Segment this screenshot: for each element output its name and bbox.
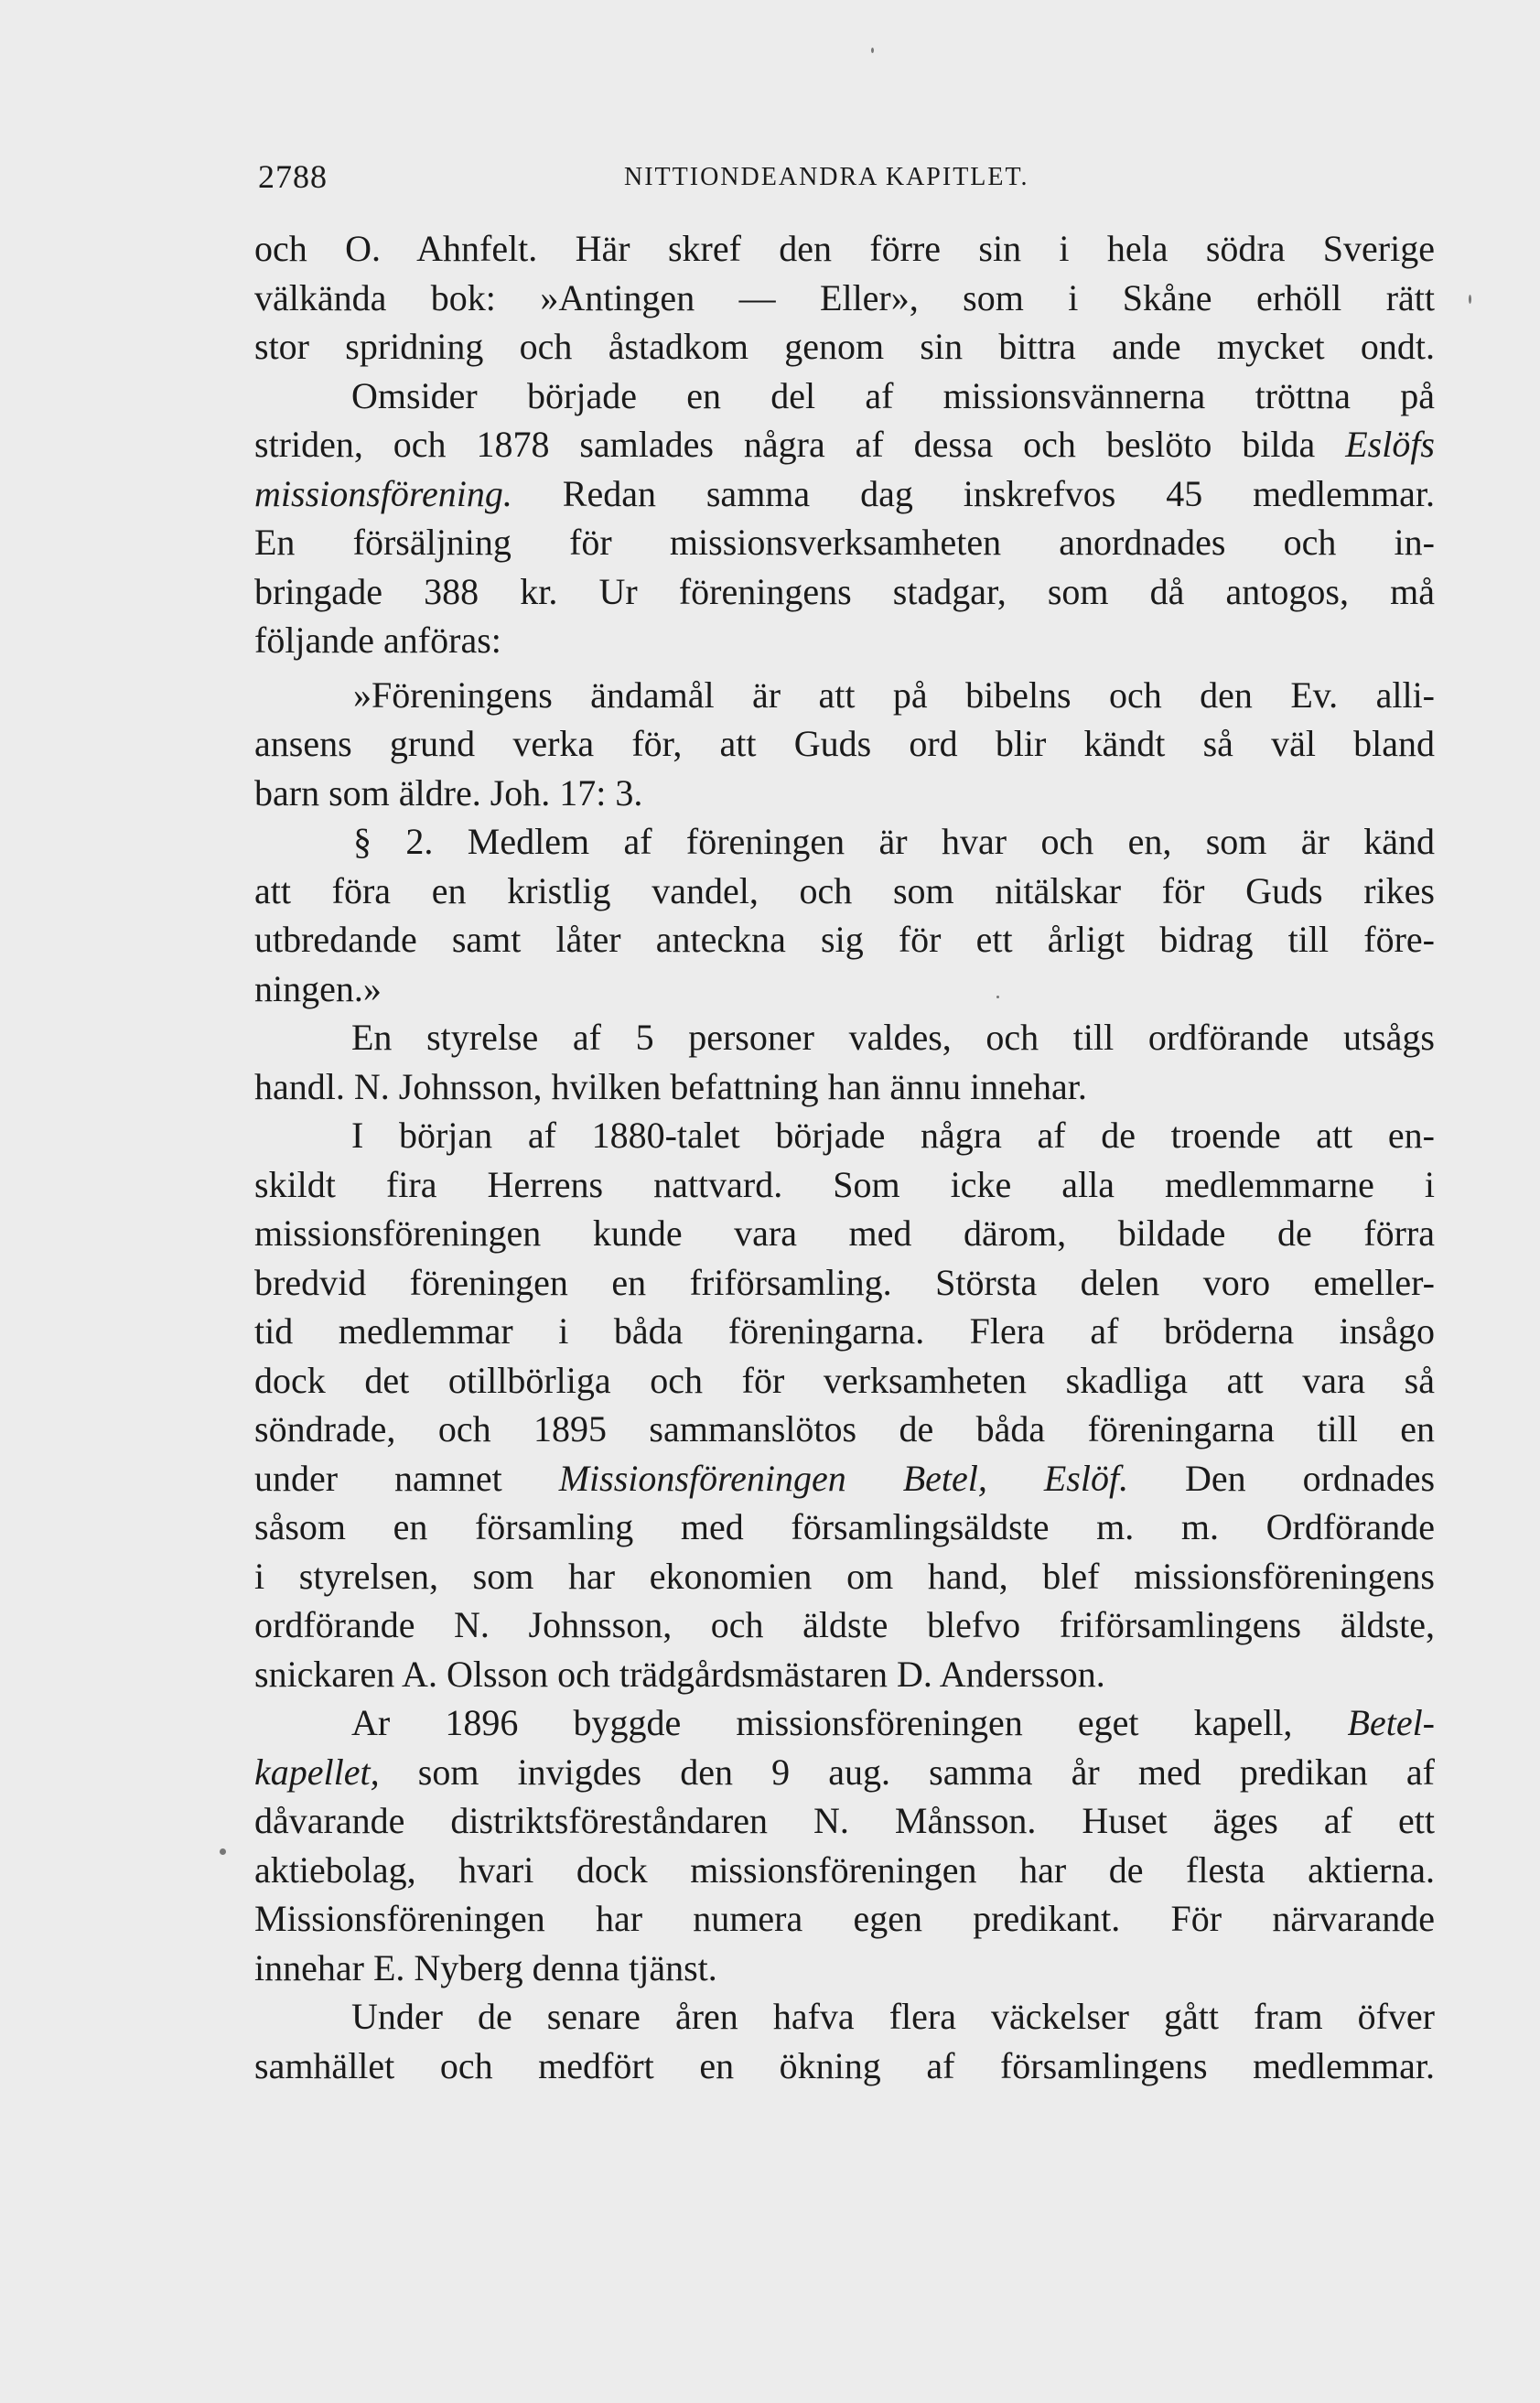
- italic-segment: kapellet,: [254, 1751, 380, 1793]
- quote-line: ansens grund verka för, att Guds ord blir kändt så väl bland: [254, 723, 1435, 764]
- text-line: skildt fira Herrens nattvard. Som icke alla medlemmarne i: [254, 1163, 1435, 1205]
- paper-speck: [220, 1848, 226, 1855]
- text-line: Omsider började en del af missionsvännerna tröttna på: [351, 374, 1435, 416]
- paper-speck: [871, 48, 874, 53]
- text-segment: Ar 1896 byggde missionsföreningen eget kapell,: [351, 1702, 1293, 1743]
- text-segment: som invigdes den 9 aug. samma år med predikan af: [417, 1751, 1435, 1793]
- text-line: bredvid föreningen en friförsamling. Största delen voro emeller-: [254, 1261, 1435, 1303]
- text-line: [254, 469, 1435, 519]
- text-segment: Den ordnades: [1185, 1457, 1436, 1499]
- quote-line: § 2. Medlem af föreningen är hvar och en, som är känd: [353, 821, 1435, 862]
- text-line: aktiebolag, hvari dock missionsföreningen har de flesta aktierna.: [254, 1848, 1435, 1891]
- italic-segment: missionsförening.: [254, 472, 512, 514]
- page-number: 2788: [258, 158, 328, 195]
- text-line: i styrelsen, som har ekonomien om hand, blef missionsföreningens: [254, 1555, 1435, 1597]
- text-line: missionsföreningen kunde vara med därom, bildade de förra: [254, 1212, 1435, 1254]
- text-line: Missionsföreningen har numera egen predikant. För närvarande: [254, 1898, 1435, 1939]
- paper-speck: [1469, 295, 1471, 304]
- text-segment: under namnet: [254, 1457, 502, 1499]
- text-line: såsom en församling med församlingsäldste m. m. Ordförande: [254, 1506, 1435, 1547]
- text-segment: Redan samma dag inskrefvos 45 medlemmar.: [562, 472, 1435, 514]
- italic-segment: Eslöfs: [1345, 424, 1435, 465]
- text-line: samhället och medfört en ökning af församlingens medlemmar.: [254, 2044, 1435, 2086]
- text-line: I början af 1880-talet började några af de troende att en-: [351, 1115, 1435, 1156]
- text-line: stor spridning och åstadkom genom sin bittra ande mycket ondt.: [254, 326, 1435, 367]
- running-head: NITTIONDEANDRA KAPITLET.: [624, 163, 1029, 191]
- quote-line: utbredande samt låter anteckna sig för ett årligt bidrag till före-: [254, 919, 1435, 960]
- text-line: dåvarande distriktsföreståndaren N. Månsson. Huset äges af ett: [254, 1800, 1435, 1841]
- text-line: snickaren A. Olsson och trädgårdsmästaren D. Andersson.: [254, 1653, 1105, 1695]
- text-line: söndrade, och 1895 sammanslötos de båda föreningarna till en: [254, 1408, 1435, 1449]
- text-line: [254, 1698, 1435, 1748]
- page-header: [258, 157, 1429, 203]
- italic-segment: Missionsföreningen Betel, Eslöf.: [558, 1457, 1129, 1499]
- quote-line: att föra en kristlig vandel, och som nitälskar för Guds rikes: [254, 869, 1435, 911]
- text-line: tid medlemmar i båda föreningarna. Flera af bröderna insågo: [254, 1310, 1435, 1352]
- text-line: och O. Ahnfelt. Här skref den förre sin i hela södra Sverige: [254, 228, 1435, 269]
- text-line: handl. N. Johnsson, hvilken befattning han ännu innehar.: [254, 1065, 1087, 1107]
- body-text: [254, 224, 1435, 2090]
- text-line: En försäljning för missionsverksamheten anordnades och in-: [254, 522, 1435, 563]
- quote-line: ningen.»: [254, 967, 382, 1009]
- text-line: Under de senare åren hafva flera väckelser gått fram öfver: [351, 1996, 1435, 2037]
- text-line: En styrelse af 5 personer valdes, och till ordförande utsågs: [351, 1017, 1435, 1058]
- text-line: bringade 388 kr. Ur föreningens stadgar, som då antogos, må: [254, 570, 1435, 612]
- text-line: innehar E. Nyberg denna tjänst.: [254, 1946, 717, 1988]
- italic-segment: Betel-: [1347, 1702, 1436, 1743]
- text-line: följande anföras:: [254, 620, 501, 661]
- text-line: välkända bok: »Antingen — Eller», som i Skåne erhöll rätt: [254, 276, 1435, 318]
- text-line: [254, 1454, 1435, 1503]
- text-line: dock det otillbörliga och för verksamheten skadliga att vara så: [254, 1359, 1435, 1401]
- text-segment: striden, och 1878 samlades några af dessa och beslöto bilda: [254, 424, 1316, 465]
- quote-line: »Föreningens ändamål är att på bibelns och den Ev. alli-: [353, 673, 1435, 716]
- text-line: [254, 1748, 1435, 1797]
- text-line: [254, 420, 1435, 469]
- quote-line: barn som äldre. Joh. 17: 3.: [254, 771, 643, 814]
- text-line: ordförande N. Johnsson, och äldste blefvo friförsamlingens äldste,: [254, 1604, 1435, 1645]
